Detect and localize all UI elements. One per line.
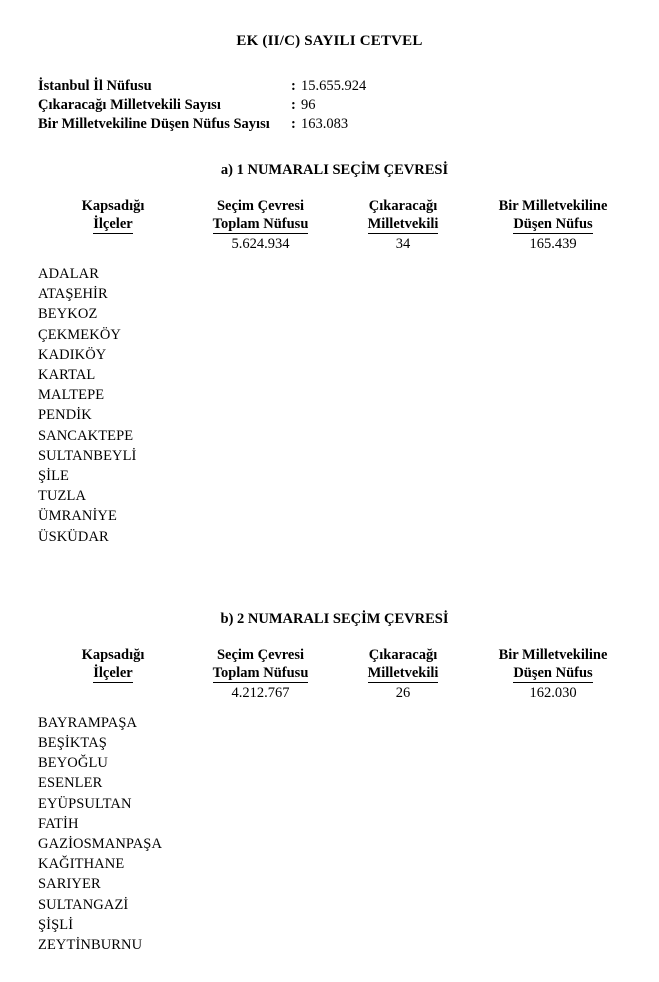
column-header-line1: Bir Milletvekiline (498, 198, 608, 214)
list-item: GAZİOSMANPAŞA (38, 836, 163, 853)
list-item: ÇEKMEKÖY (38, 326, 121, 343)
column-value: 5.624.934 (231, 236, 290, 252)
column-header-line2 (38, 664, 188, 682)
summary-label: Çıkaracağı Milletvekili Sayısı (38, 97, 221, 113)
column-header-districts (38, 646, 188, 703)
summary-value: 163.083 (301, 116, 349, 132)
column-header-total-population (188, 646, 333, 703)
list-item: SARIYER (38, 876, 101, 893)
column-value: 26 (395, 684, 411, 701)
list-item: SULTANBEYLİ (38, 447, 137, 464)
list-item: ESENLER (38, 775, 103, 792)
column-header-line1: Çıkaracağı (368, 198, 438, 214)
column-header-line2 (188, 215, 333, 233)
column-value: 4.212.767 (231, 684, 290, 701)
section-title: b) 2 NUMARALI SEÇİM ÇEVRESİ (220, 610, 449, 627)
column-header-line1: Bir Milletvekiline (498, 646, 608, 663)
column-header-text: İlçeler (93, 216, 133, 232)
list-item: PENDİK (38, 407, 92, 424)
list-item: SULTANGAZİ (38, 896, 129, 913)
table-header-row (0, 646, 659, 703)
column-header-line2 (333, 664, 473, 682)
section-electoral-district-2 (0, 611, 659, 955)
summary-colon: : (291, 78, 296, 94)
column-header-line1: Kapsadığı (81, 198, 145, 214)
list-item: SANCAKTEPE (38, 427, 134, 444)
list-item: FATİH (38, 815, 79, 832)
list-item: MALTEPE (38, 387, 105, 404)
section-electoral-district-1 (0, 162, 659, 547)
list-item: ÜMRANİYE (38, 508, 117, 525)
column-header-text: Milletvekili (367, 664, 439, 681)
column-header-text: Toplam Nüfusu (212, 216, 309, 232)
column-header-text: Toplam Nüfusu (212, 664, 309, 681)
column-header-line2 (38, 215, 188, 233)
column-header-line2 (333, 215, 473, 233)
list-item: ŞİŞLİ (38, 916, 74, 933)
list-item: ATAŞEHİR (38, 286, 108, 303)
column-header-districts (38, 197, 188, 254)
list-item: KADIKÖY (38, 346, 107, 363)
list-item: TUZLA (38, 488, 87, 505)
column-header-line2 (188, 664, 333, 682)
column-header-population-per-deputy (473, 646, 633, 703)
column-header-line1: Seçim Çevresi (216, 198, 305, 214)
summary-label: Bir Milletvekiline Düşen Nüfus Sayısı (38, 116, 270, 132)
list-item: BAYRAMPAŞA (38, 714, 138, 731)
list-item: BEYOĞLU (38, 755, 108, 772)
summary-row (38, 115, 659, 134)
column-header-total-population (188, 197, 333, 254)
section-title: a) 1 NUMARALI SEÇİM ÇEVRESİ (220, 162, 449, 178)
district-list (0, 713, 659, 955)
list-item: KARTAL (38, 367, 96, 384)
column-header-line2 (473, 664, 633, 682)
column-header-deputies (333, 646, 473, 703)
summary-row (38, 96, 659, 115)
page-title: EK (II/C) SAYILI CETVEL (236, 33, 423, 49)
list-item: ZEYTİNBURNU (38, 937, 143, 954)
column-header-deputies (333, 197, 473, 254)
column-header-line2 (473, 215, 633, 233)
list-item: ÜSKÜDAR (38, 528, 109, 545)
summary-colon: : (291, 97, 296, 113)
summary-row (38, 77, 659, 96)
column-header-population-per-deputy (473, 197, 633, 254)
column-header-text: Milletvekili (367, 216, 439, 232)
column-header-line1: Çıkaracağı (368, 646, 438, 663)
list-item: BEYKOZ (38, 306, 98, 323)
list-item: ADALAR (38, 266, 100, 282)
document-page (0, 33, 659, 982)
list-item: BEŞİKTAŞ (38, 735, 107, 752)
summary-label: İstanbul İl Nüfusu (38, 78, 152, 94)
table-header-row (0, 197, 659, 254)
list-item: ŞİLE (38, 468, 70, 485)
column-header-text: Düşen Nüfus (513, 216, 593, 232)
column-header-line1: Seçim Çevresi (216, 646, 305, 663)
column-header-text: Düşen Nüfus (513, 664, 593, 681)
summary-value: 15.655.924 (301, 78, 367, 94)
list-item: EYÜPSULTAN (38, 795, 132, 812)
district-list (0, 264, 659, 547)
column-header-text: İlçeler (93, 664, 133, 681)
section-spacer (0, 547, 659, 583)
column-value: 34 (395, 236, 411, 252)
summary-block (38, 77, 659, 134)
column-value: 162.030 (529, 684, 577, 701)
list-item: KAĞITHANE (38, 856, 125, 873)
summary-colon: : (291, 116, 296, 132)
column-header-line1: Kapsadığı (81, 646, 145, 663)
column-value: 165.439 (529, 236, 577, 252)
summary-value: 96 (301, 97, 316, 113)
